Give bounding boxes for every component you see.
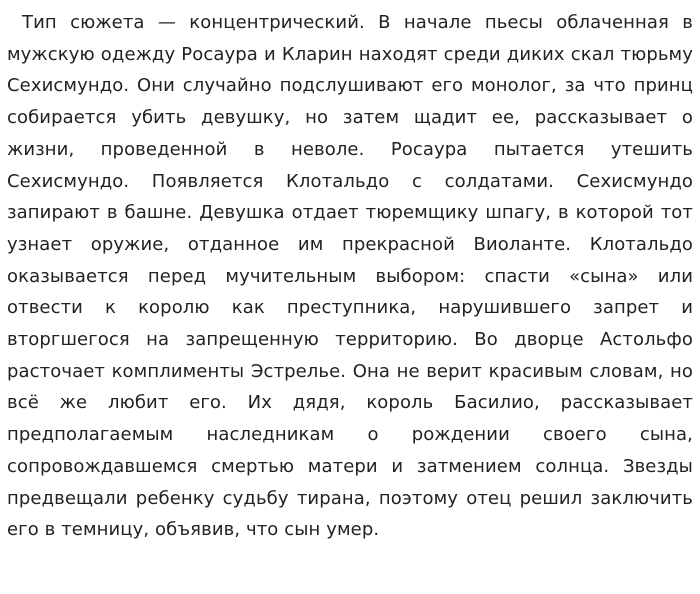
paragraph: Тип сюжета — концентрический. В начале пьесы облаченная в мужскую одежду Росаура и Кларин находят среди диких скал тюрьму Сехисмундо. Они случайно подслушивают его монолог, за что принц собирается убить девушку, но затем щадит ее, рассказывает о жизни, проведенной в неволе. Росаура пытается утешить Сехисмундо. Появляется Клотальдо с солдатами. Сехисмундо запирают в башне. Девушка отдает тюремщику шпагу, в которой тот узнает оружие, отданное им прекрасной Виоланте. Клотальдо оказывается перед мучительным выбором: спасти «сына» или отвести к королю как преступника, нарушившего запрет и вторгшегося на запрещенную территорию. Во дворце Астольфо расточает комплименты Эстрелье. Она не верит красивым словам, но всё же любит его. Их дядя, король Басилио, рассказывает предполагаемым наследникам о рождении своего сына, сопровождавшемся смертью матери и затмением солнца. Звезды предвещали ребенку судьбу тирана, поэтому отец решил заключить его в темницу, объявив, что сын умер. <box>7 12 693 541</box>
document-body <box>7 7 693 546</box>
